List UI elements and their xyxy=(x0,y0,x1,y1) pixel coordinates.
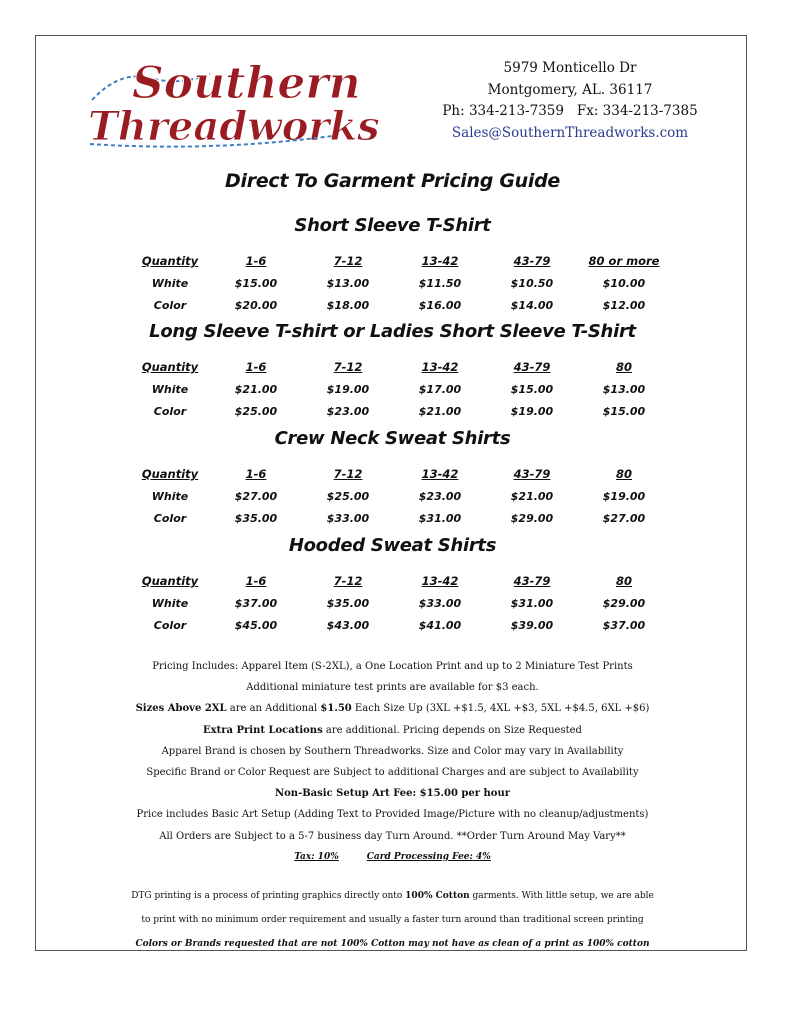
price-cell: $17.00 xyxy=(418,382,462,396)
price-table-short-sleeve xyxy=(130,250,670,316)
row-label: Color xyxy=(153,404,187,418)
price-cell: $15.00 xyxy=(602,404,646,418)
table-row xyxy=(130,294,670,316)
table-row xyxy=(130,507,670,529)
table-row xyxy=(130,485,670,507)
dtg-description xyxy=(60,884,725,956)
table-row xyxy=(130,614,670,636)
document-title: Direct To Garment Pricing Guide xyxy=(225,170,560,192)
row-label: White xyxy=(151,489,189,503)
card-fee-label: Card Processing Fee: 4% xyxy=(366,851,491,862)
row-label: White xyxy=(151,276,189,290)
price-table-hooded xyxy=(130,570,670,636)
header-range: 1-6 xyxy=(245,254,267,268)
header-range: 43-79 xyxy=(513,360,551,374)
address-email[interactable]: Sales@SouthernThreadworks.com xyxy=(451,124,689,141)
header-range: 43-79 xyxy=(513,467,551,481)
row-label: Color xyxy=(153,298,187,312)
price-cell: $19.00 xyxy=(326,382,370,396)
header-range: 1-6 xyxy=(245,360,267,374)
note-turnaround: All Orders are Subject to a 5-7 business day Turn Around. **Order Turn Around May Vary** xyxy=(159,830,626,842)
price-cell: $15.00 xyxy=(510,382,554,396)
table-row xyxy=(130,592,670,614)
price-cell: $29.00 xyxy=(602,596,646,610)
note-extra-locations xyxy=(60,720,725,741)
price-cell: $35.00 xyxy=(234,511,278,525)
note-sizes xyxy=(60,698,725,719)
header-range: 7-12 xyxy=(333,254,363,268)
table-row xyxy=(130,400,670,422)
logo-line2: Threadworks xyxy=(88,103,380,150)
header-range: 13-42 xyxy=(421,360,459,374)
price-cell: $31.00 xyxy=(510,596,554,610)
header-range: 80 or more xyxy=(588,254,660,268)
note-sizes-bold: Sizes Above 2XL xyxy=(135,703,227,715)
price-cell: $20.00 xyxy=(234,298,278,312)
note-basic-art: Price includes Basic Art Setup (Adding Text to Provided Image/Picture with no cleanup/adjustments) xyxy=(136,809,649,821)
price-cell: $19.00 xyxy=(602,489,646,503)
tax-label: Tax: 10% xyxy=(294,851,339,862)
header-range: 13-42 xyxy=(421,574,459,588)
section-title-long-sleeve: Long Sleeve T-shirt or Ladies Short Sleeve T-Shirt xyxy=(149,321,636,342)
table-header-row xyxy=(130,463,670,485)
header-range: 7-12 xyxy=(333,574,363,588)
price-cell: $15.00 xyxy=(234,276,278,290)
price-cell: $13.00 xyxy=(326,276,370,290)
header-range: 80 xyxy=(615,467,632,481)
price-cell: $10.50 xyxy=(510,276,554,290)
note-extra-bold: Extra Print Locations xyxy=(203,724,323,736)
dtg-line2: to print with no minimum order requirement and usually a faster turn around than traditional screen printing xyxy=(141,915,644,925)
pricing-notes xyxy=(60,656,725,868)
section-title-short-sleeve: Short Sleeve T-Shirt xyxy=(294,215,491,236)
price-cell: $23.00 xyxy=(418,489,462,503)
price-cell: $29.00 xyxy=(510,511,554,525)
price-cell: $45.00 xyxy=(234,618,278,632)
header-range: 80 xyxy=(615,574,632,588)
price-cell: $25.00 xyxy=(234,404,278,418)
note-brand: Apparel Brand is chosen by Southern Threadworks. Size and Color may vary in Availability xyxy=(161,745,624,757)
price-cell: $14.00 xyxy=(510,298,554,312)
section-title-hooded: Hooded Sweat Shirts xyxy=(288,535,497,556)
table-row xyxy=(130,272,670,294)
price-cell: $16.00 xyxy=(418,298,462,312)
header-range: 43-79 xyxy=(513,574,551,588)
header-range: 43-79 xyxy=(513,254,551,268)
company-logo xyxy=(80,40,380,150)
row-label: White xyxy=(151,382,189,396)
note-includes: Pricing Includes: Apparel Item (S-2XL), a One Location Print and up to 2 Miniature Test Prints xyxy=(152,661,633,672)
price-cell: $12.00 xyxy=(602,298,646,312)
header-range: 13-42 xyxy=(421,254,459,268)
note-specific: Specific Brand or Color Request are Subject to additional Charges and are subject to Availability xyxy=(146,767,639,779)
row-label: White xyxy=(151,596,189,610)
price-cell: $39.00 xyxy=(510,618,554,632)
note-extra-rest: are additional. Pricing depends on Size Requested xyxy=(322,724,582,736)
price-cell: $18.00 xyxy=(326,298,370,312)
address-street: 5979 Monticello Dr xyxy=(503,60,637,76)
price-cell: $25.00 xyxy=(326,489,370,503)
row-label: Color xyxy=(153,618,187,632)
logo-line1: Southern xyxy=(132,58,361,109)
table-header-row xyxy=(130,356,670,378)
price-cell: $21.00 xyxy=(510,489,554,503)
dtg-line3: Colors or Brands requested that are not 100% Cotton may not have as clean of a print as 100% cotton xyxy=(135,939,650,949)
address-city: Montgomery, AL. 36117 xyxy=(487,81,653,98)
header-range: 1-6 xyxy=(245,574,267,588)
header-quantity: Quantity xyxy=(141,467,199,481)
price-cell: $31.00 xyxy=(418,511,462,525)
price-cell: $37.00 xyxy=(234,596,278,610)
table-header-row xyxy=(130,570,670,592)
price-cell: $33.00 xyxy=(326,511,370,525)
price-cell: $27.00 xyxy=(602,511,646,525)
note-sizes-amount: $1.50 xyxy=(320,703,352,715)
price-cell: $11.50 xyxy=(418,276,462,290)
company-address xyxy=(420,58,720,144)
header-quantity: Quantity xyxy=(141,574,199,588)
price-cell: $41.00 xyxy=(418,618,462,632)
price-cell: $19.00 xyxy=(510,404,554,418)
header-quantity: Quantity xyxy=(141,360,199,374)
header-range: 13-42 xyxy=(421,467,459,481)
price-cell: $43.00 xyxy=(326,618,370,632)
price-cell: $37.00 xyxy=(602,618,646,632)
price-cell: $21.00 xyxy=(418,404,462,418)
table-header-row xyxy=(130,250,670,272)
note-additional-tests: Additional miniature test prints are available for $3 each. xyxy=(246,682,539,694)
price-cell: $13.00 xyxy=(602,382,646,396)
table-row xyxy=(130,378,670,400)
header-range: 7-12 xyxy=(333,360,363,374)
price-cell: $23.00 xyxy=(326,404,370,418)
header-quantity: Quantity xyxy=(141,254,199,268)
price-cell: $10.00 xyxy=(602,276,646,290)
dtg-line1 xyxy=(60,884,725,908)
price-cell: $35.00 xyxy=(326,596,370,610)
price-table-crew-neck xyxy=(130,463,670,529)
header-range: 7-12 xyxy=(333,467,363,481)
dtg-line1-bold: 100% Cotton xyxy=(405,891,470,901)
header-range: 1-6 xyxy=(245,467,267,481)
price-cell: $27.00 xyxy=(234,489,278,503)
row-label: Color xyxy=(153,511,187,525)
note-setup-fee: Non-Basic Setup Art Fee: $15.00 per hour xyxy=(274,788,511,800)
section-title-crew-neck: Crew Neck Sweat Shirts xyxy=(274,428,511,449)
dtg-line1-a: DTG printing is a process of printing graphics directly onto xyxy=(131,891,406,901)
note-sizes-rest: Each Size Up (3XL +$1.5, 4XL +$3, 5XL +$4.5, 6XL +$6) xyxy=(351,703,650,715)
header-range: 80 xyxy=(615,360,632,374)
note-sizes-mid: are an Additional xyxy=(226,703,321,715)
note-fees xyxy=(60,847,725,868)
price-cell: $21.00 xyxy=(234,382,278,396)
address-phone: Ph: 334-213-7359 Fx: 334-213-7385 xyxy=(442,103,698,119)
price-table-long-sleeve xyxy=(130,356,670,422)
price-cell: $33.00 xyxy=(418,596,462,610)
dtg-line1-b: garments. With little setup, we are able xyxy=(469,891,654,901)
